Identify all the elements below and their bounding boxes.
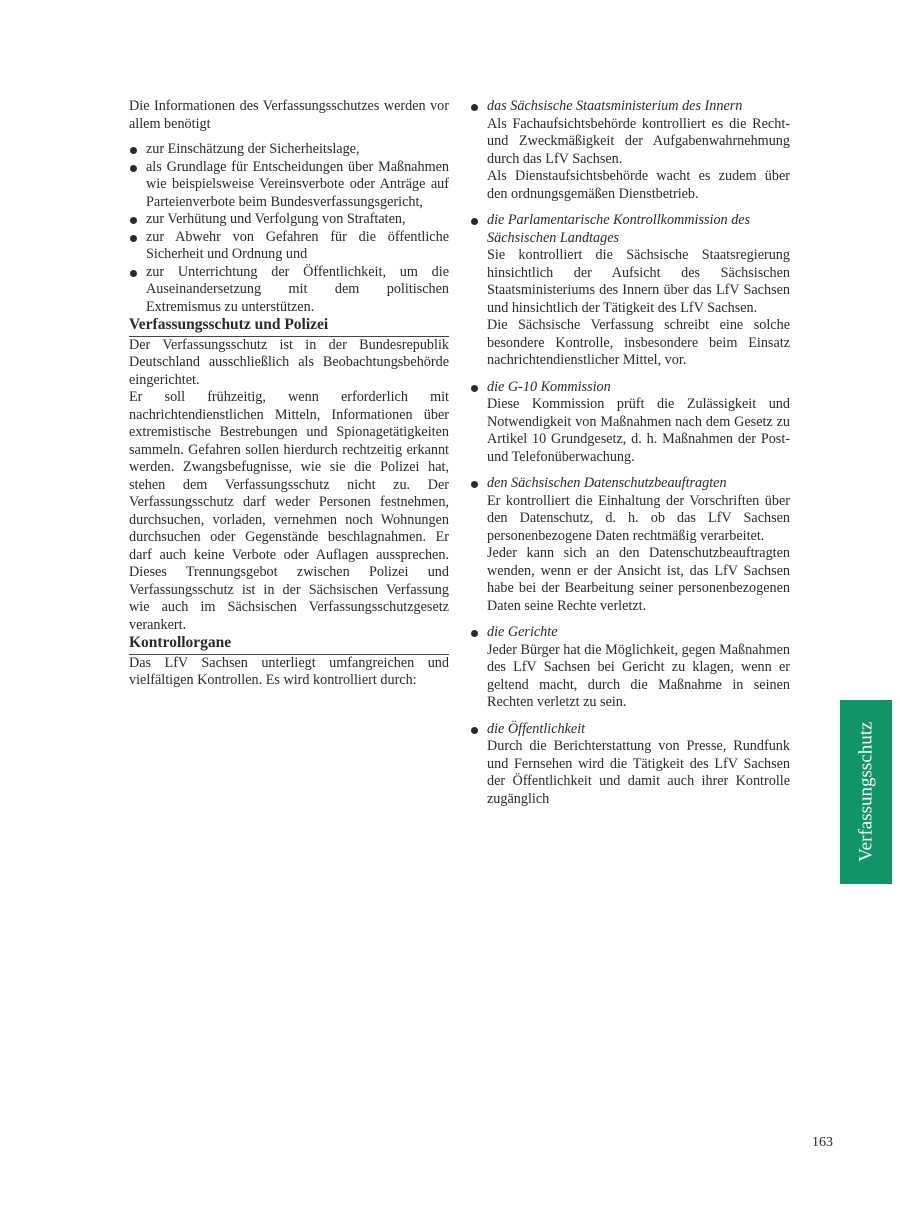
control-organ-text: Als Fachaufsichtsbehörde kontrolliert es die Recht- und Zweckmäßigkeit der Aufgabenwahrnehmung durch das LfV Sachsen. xyxy=(487,115,790,167)
bullet-icon xyxy=(471,630,478,637)
list-item: zur Unterrichtung der Öffentlichkeit, um die Auseinandersetzung mit dem politischen Extremismus zu unterstützen. xyxy=(129,264,449,317)
list-item: zur Abwehr von Gefahren für die öffentliche Sicherheit und Ordnung und xyxy=(129,229,449,264)
left-column xyxy=(129,98,449,690)
control-organ-text: Jeder Bürger hat die Möglichkeit, gegen Maßnahmen des LfV Sachsen bei Gericht zu klagen, wenn er geltend macht, durch die Maßnahme in seinen Rechten verletzt zu sein. xyxy=(487,641,790,710)
section-heading-polizei: Verfassungsschutz und Polizei xyxy=(129,316,449,337)
control-organ-name: den Sächsischen Datenschutzbeauftragten xyxy=(487,475,727,491)
bullet-icon xyxy=(471,218,478,225)
control-organ-item xyxy=(470,379,790,467)
control-organ-text: Diese Kommission prüft die Zulässigkeit und Notwendigkeit von Maßnahmen nach dem Gesetz zu Artikel 10 Grundgesetz, d. h. Maßnahmen der Post- und Telefonüberwachung. xyxy=(487,396,790,465)
usage-bullet-list xyxy=(129,141,449,316)
intro-text: Die Informationen des Verfassungsschutzes werden vor allem benötigt xyxy=(129,98,449,132)
control-organ-item xyxy=(470,212,790,370)
page-number: 163 xyxy=(812,1135,833,1150)
section-tab-label: Verfassungsschutz xyxy=(855,721,877,863)
list-item: zur Einschätzung der Sicherheitslage, xyxy=(129,141,449,159)
list-item: zur Verhütung und Verfolgung von Straftaten, xyxy=(129,211,449,229)
control-organ-item xyxy=(470,721,790,809)
control-organ-name: die Öffentlichkeit xyxy=(487,720,586,737)
polizei-paragraph-2: Er soll frühzeitig, wenn erforderlich mit nachrichtendienstlichen Mitteln, Informationen über extremistische Bestrebungen und Spionagetätigkeiten sammeln. Gefahren sollen hierdurch rechtzeitig erkannt werden. Zwangsbefugnisse, wie sie die Polizei hat, stehen dem Verfassungsschutz nicht zu. Der Verfassungsschutz darf weder Personen festnehmen, durchsuchen, vorladen, vernehmen noch Wohnungen durchsuchen oder Gegenstände beschlagnahmen. Er darf auch keine Verbote oder Auflagen aussprechen. Dieses Trennungsgebot zwischen Polizei und Verfassungsschutz ist in der Sächsischen Verfassung wie auch im Sächsischen Verfassungsschutzgesetz verankert. xyxy=(129,389,449,633)
control-organ-name: die G-10 Kommission xyxy=(487,378,611,395)
control-organ-text: Sie kontrolliert die Sächsische Staatsregierung hinsichtlich der Aufsicht des Sächsischen Staatsministeriums des Innern über das LfV Sachsen und hinsichtlich der Tätigkeit des LfV Sachsen. xyxy=(487,247,790,316)
kontrollorgane-paragraph: Das LfV Sachsen unterliegt umfangreichen und vielfältigen Kontrollen. Es wird kontrolliert durch: xyxy=(129,654,449,688)
control-organ-item xyxy=(470,98,790,203)
bullet-icon xyxy=(471,385,478,392)
polizei-paragraph-1: Der Verfassungsschutz ist in der Bundesrepublik Deutschland ausschließlich als Beobachtungsbehörde eingerichtet. xyxy=(129,336,449,388)
control-organ-item xyxy=(470,624,790,712)
list-item: als Grundlage für Entscheidungen über Maßnahmen wie beispielsweise Vereinsverbote oder Anträge auf Parteienverbote beim Bundesverfassungsgericht, xyxy=(129,159,449,212)
section-tab xyxy=(840,700,892,884)
bullet-icon xyxy=(471,727,478,734)
control-organ-text: Er kontrolliert die Einhaltung der Vorschriften über den Datenschutz, d. h. ob das LfV Sachsen personenbezogene Daten rechtmäßig verarbeitet. xyxy=(487,492,790,544)
bullet-icon xyxy=(471,104,478,111)
control-organ-text: Jeder kann sich an den Datenschutzbeauftragten wenden, wenn er der Ansicht ist, das LfV Sachsen habe bei der Bearbeitung seiner personenbezogenen Daten seine Rechte verletzt. xyxy=(487,545,790,614)
control-organ-text: Durch die Berichterstattung von Presse, Rundfunk und Fernsehen wird die Tätigkeit des LfV Sachsen der Öffentlichkeit und damit auch ihrer Kontrolle zugänglich xyxy=(487,738,790,807)
control-organ-text: Die Sächsische Verfassung schreibt eine solche besondere Kontrolle, insbesondere beim Einsatz nachrichtendienstlicher Mittel, vor. xyxy=(487,317,790,368)
control-organ-name: die Parlamentarische Kontrollkommission des Sächsischen Landtages xyxy=(487,212,751,246)
bullet-icon xyxy=(471,481,478,488)
control-organ-text: Als Dienstaufsichtsbehörde wacht es zudem über den ordnungsgemäßen Dienstbetrieb. xyxy=(487,168,790,202)
right-column xyxy=(470,98,790,817)
section-heading-kontrollorgane: Kontrollorgane xyxy=(129,634,449,655)
control-organ-name: die Gerichte xyxy=(487,624,558,640)
control-organ-item xyxy=(470,475,790,615)
control-organ-name: das Sächsische Staatsministerium des Innern xyxy=(487,98,743,114)
